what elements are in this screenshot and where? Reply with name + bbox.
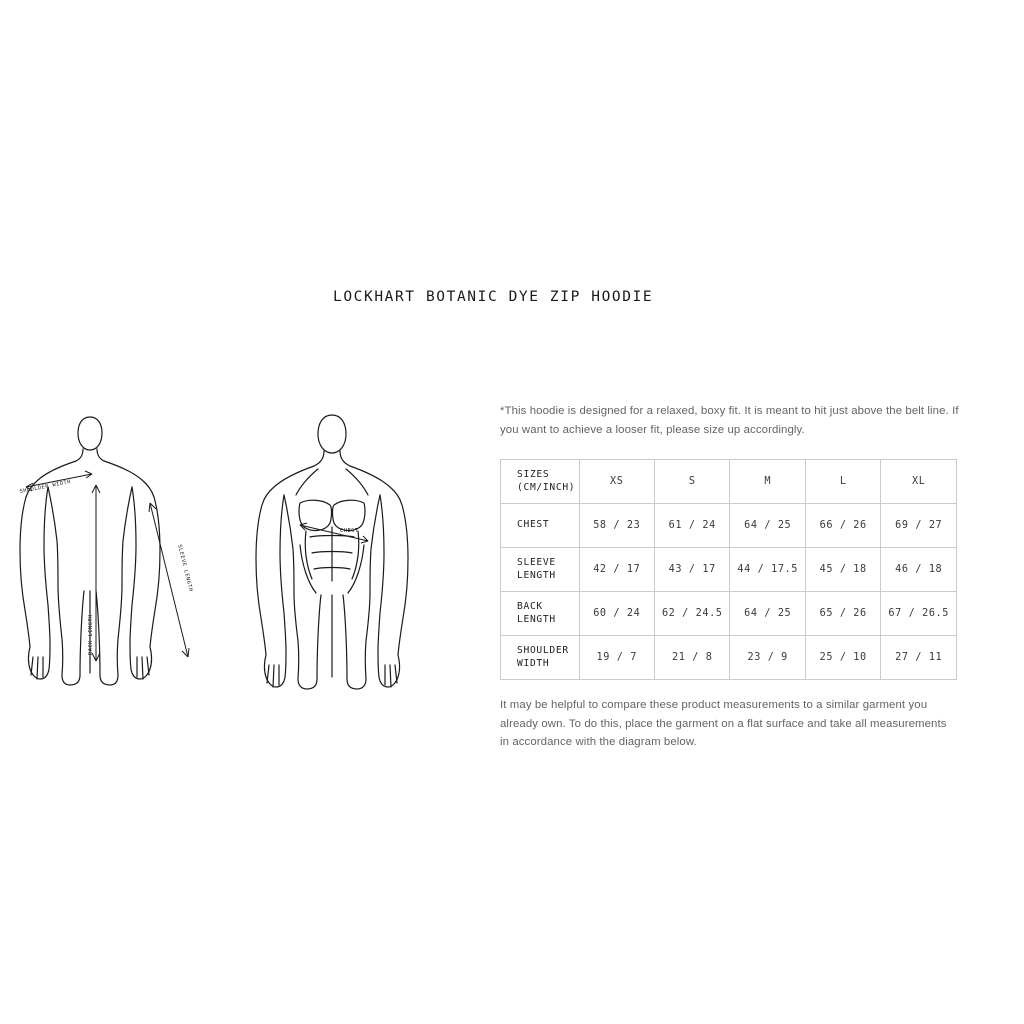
- column-header-m: M: [730, 460, 805, 504]
- cell-back-m: 64 / 25: [730, 592, 805, 636]
- table-row: [501, 548, 957, 592]
- cell-shoulder-s: 21 / 8: [655, 636, 730, 680]
- table-corner-line1: SIZES: [517, 469, 550, 480]
- row-header-back-length: [501, 592, 580, 636]
- cell-sleeve-m: 44 / 17.5: [730, 548, 805, 592]
- row-header-shoulder-width: [501, 636, 580, 680]
- cell-sleeve-l: 45 / 18: [805, 548, 880, 592]
- row-label-line1: SLEEVE: [517, 557, 556, 568]
- row-header-sleeve-length: [501, 548, 580, 592]
- label-chest: CHEST: [340, 528, 359, 534]
- column-header-xl: XL: [881, 460, 957, 504]
- cell-chest-xs: 58 / 23: [579, 504, 654, 548]
- figure-front-view: [256, 415, 408, 689]
- row-label-line2: LENGTH: [517, 569, 556, 581]
- cell-back-xl: 67 / 26.5: [881, 592, 957, 636]
- table-row: [501, 504, 957, 548]
- sleeve-length-line: [150, 503, 188, 657]
- table-row: [501, 592, 957, 636]
- label-sleeve-length: SLEEVE LENGTH: [176, 544, 194, 593]
- column-header-xs: XS: [579, 460, 654, 504]
- row-label-line1: SHOULDER: [517, 645, 569, 656]
- cell-sleeve-s: 43 / 17: [655, 548, 730, 592]
- cell-chest-xl: 69 / 27: [881, 504, 957, 548]
- size-guide-panel: [500, 402, 970, 752]
- row-label-line2: WIDTH: [517, 657, 550, 669]
- cell-shoulder-xl: 27 / 11: [881, 636, 957, 680]
- page-title: LOCKHART BOTANIC DYE ZIP HOODIE: [333, 289, 654, 305]
- fit-note: *This hoodie is designed for a relaxed, boxy fit. It is meant to hit just above the belt line. If you want to achieve a looser fit, please size up accordingly.: [500, 405, 959, 436]
- cell-chest-s: 61 / 24: [655, 504, 730, 548]
- label-back-length: BACK LENGTH: [88, 614, 94, 655]
- cell-chest-l: 66 / 26: [805, 504, 880, 548]
- diagram-svg: [0, 395, 460, 725]
- row-label-line1: CHEST: [517, 519, 550, 531]
- measurement-diagram: [0, 395, 460, 725]
- cell-shoulder-m: 23 / 9: [730, 636, 805, 680]
- table-corner-cell: [501, 460, 580, 504]
- cell-back-xs: 60 / 24: [579, 592, 654, 636]
- row-label-line1: BACK: [517, 601, 543, 612]
- measurement-instructions: It may be helpful to compare these product measurements to a similar garment you already own. To do this, place the garment on a flat surface and take all measurements in accordance with the diagram below.: [500, 699, 947, 748]
- cell-shoulder-xs: 19 / 7: [579, 636, 654, 680]
- cell-shoulder-l: 25 / 10: [805, 636, 880, 680]
- row-header-chest: [501, 504, 580, 548]
- label-shoulder-width: SHOULDER WIDTH: [19, 479, 72, 495]
- size-chart-table: [500, 459, 957, 680]
- cell-back-l: 65 / 26: [805, 592, 880, 636]
- table-header-row: [501, 460, 957, 504]
- cell-back-s: 62 / 24.5: [655, 592, 730, 636]
- cell-chest-m: 64 / 25: [730, 504, 805, 548]
- cell-sleeve-xl: 46 / 18: [881, 548, 957, 592]
- table-row: [501, 636, 957, 680]
- table-corner-line2: (CM/INCH): [517, 481, 576, 493]
- column-header-l: L: [805, 460, 880, 504]
- cell-sleeve-xs: 42 / 17: [579, 548, 654, 592]
- column-header-s: S: [655, 460, 730, 504]
- row-label-line2: LENGTH: [517, 613, 556, 625]
